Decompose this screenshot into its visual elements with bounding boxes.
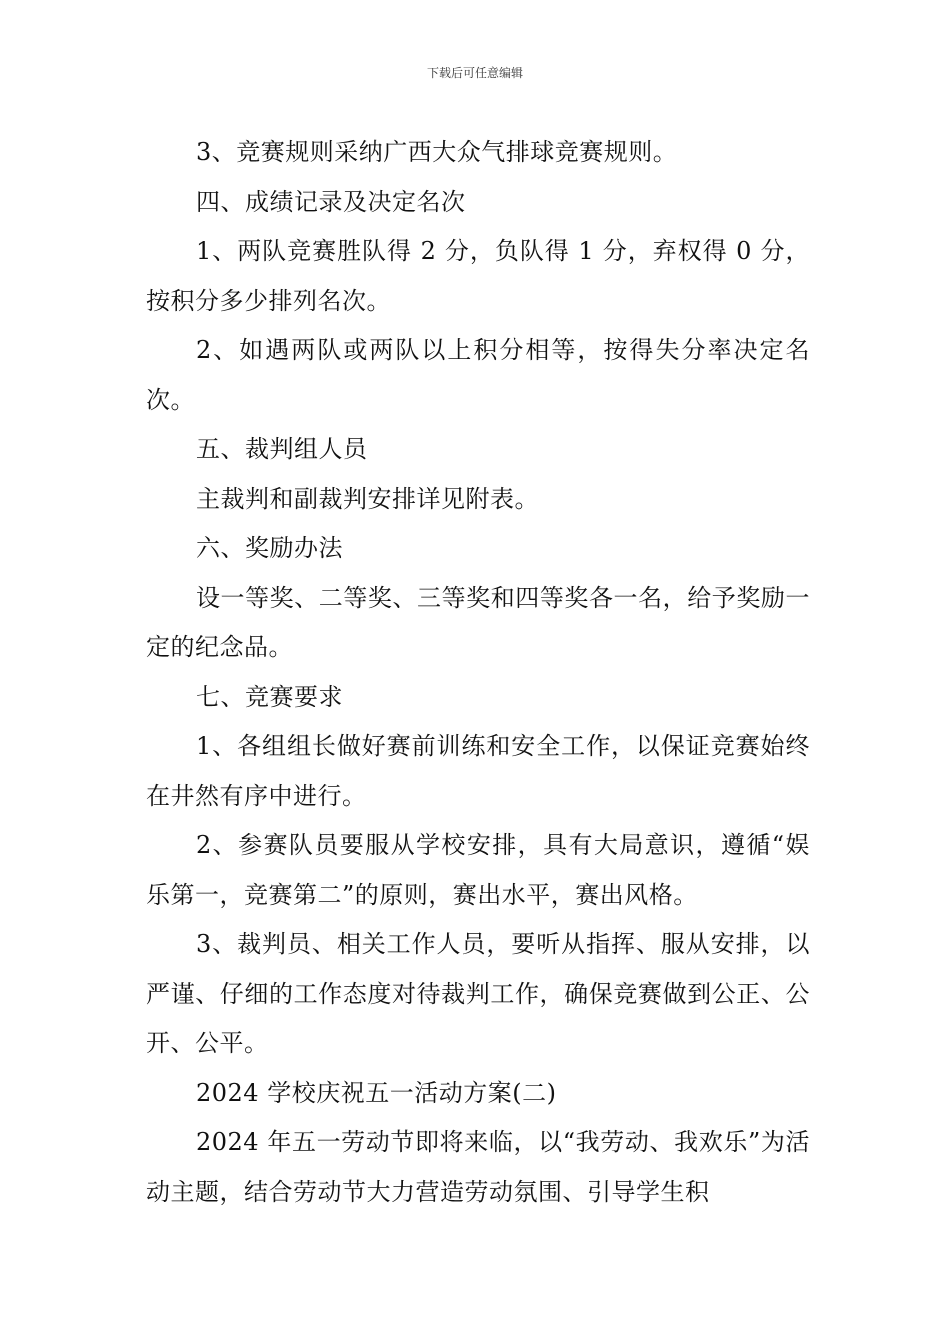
paragraph-awards: 设一等奖、二等奖、三等奖和四等奖各一名，给予奖励一定的纪念品。	[146, 583, 810, 661]
section-heading-awards: 六、奖励办法	[196, 534, 343, 562]
document-body	[146, 128, 810, 1217]
plan-title: 2024 学校庆祝五一活动方案(二)	[196, 1078, 557, 1107]
paragraph-plan-intro: 2024 年五一劳动节即将来临，以“我劳动、我欢乐”为活动主题，结合劳动节大力营造劳动氛围、引导学生积	[146, 1128, 810, 1206]
section-heading-referees: 五、裁判组人员	[196, 435, 368, 463]
paragraph-rules: 3、竞赛规则采纳广西大众气排球竞赛规则。	[196, 138, 678, 166]
paragraph-scoring-tiebreak: 2、如遇两队或两队以上积分相等，按得失分率决定名次。	[146, 336, 810, 414]
page-header: 下载后可任意编辑	[426, 66, 523, 80]
paragraph-scoring-points: 1、两队竞赛胜队得 2 分，负队得 1 分，弃权得 0 分，按积分多少排列名次。	[146, 237, 810, 315]
paragraph-requirement-1: 1、各组组长做好赛前训练和安全工作，以保证竞赛始终在井然有序中进行。	[146, 732, 810, 810]
paragraph-referees: 主裁判和副裁判安排详见附表。	[196, 484, 539, 513]
section-heading-requirements: 七、竞赛要求	[196, 682, 343, 711]
paragraph-requirement-3: 3、裁判员、相关工作人员，要听从指挥、服从安排，以严谨、仔细的工作态度对待裁判工作，确保竞赛做到公正、公开、公平。	[146, 930, 810, 1057]
paragraph-requirement-2: 2、参赛队员要服从学校安排，具有大局意识，遵循“娱乐第一，竞赛第二”的原则，赛出水平，赛出风格。	[146, 831, 810, 909]
section-heading-scoring: 四、成绩记录及决定名次	[196, 187, 466, 216]
